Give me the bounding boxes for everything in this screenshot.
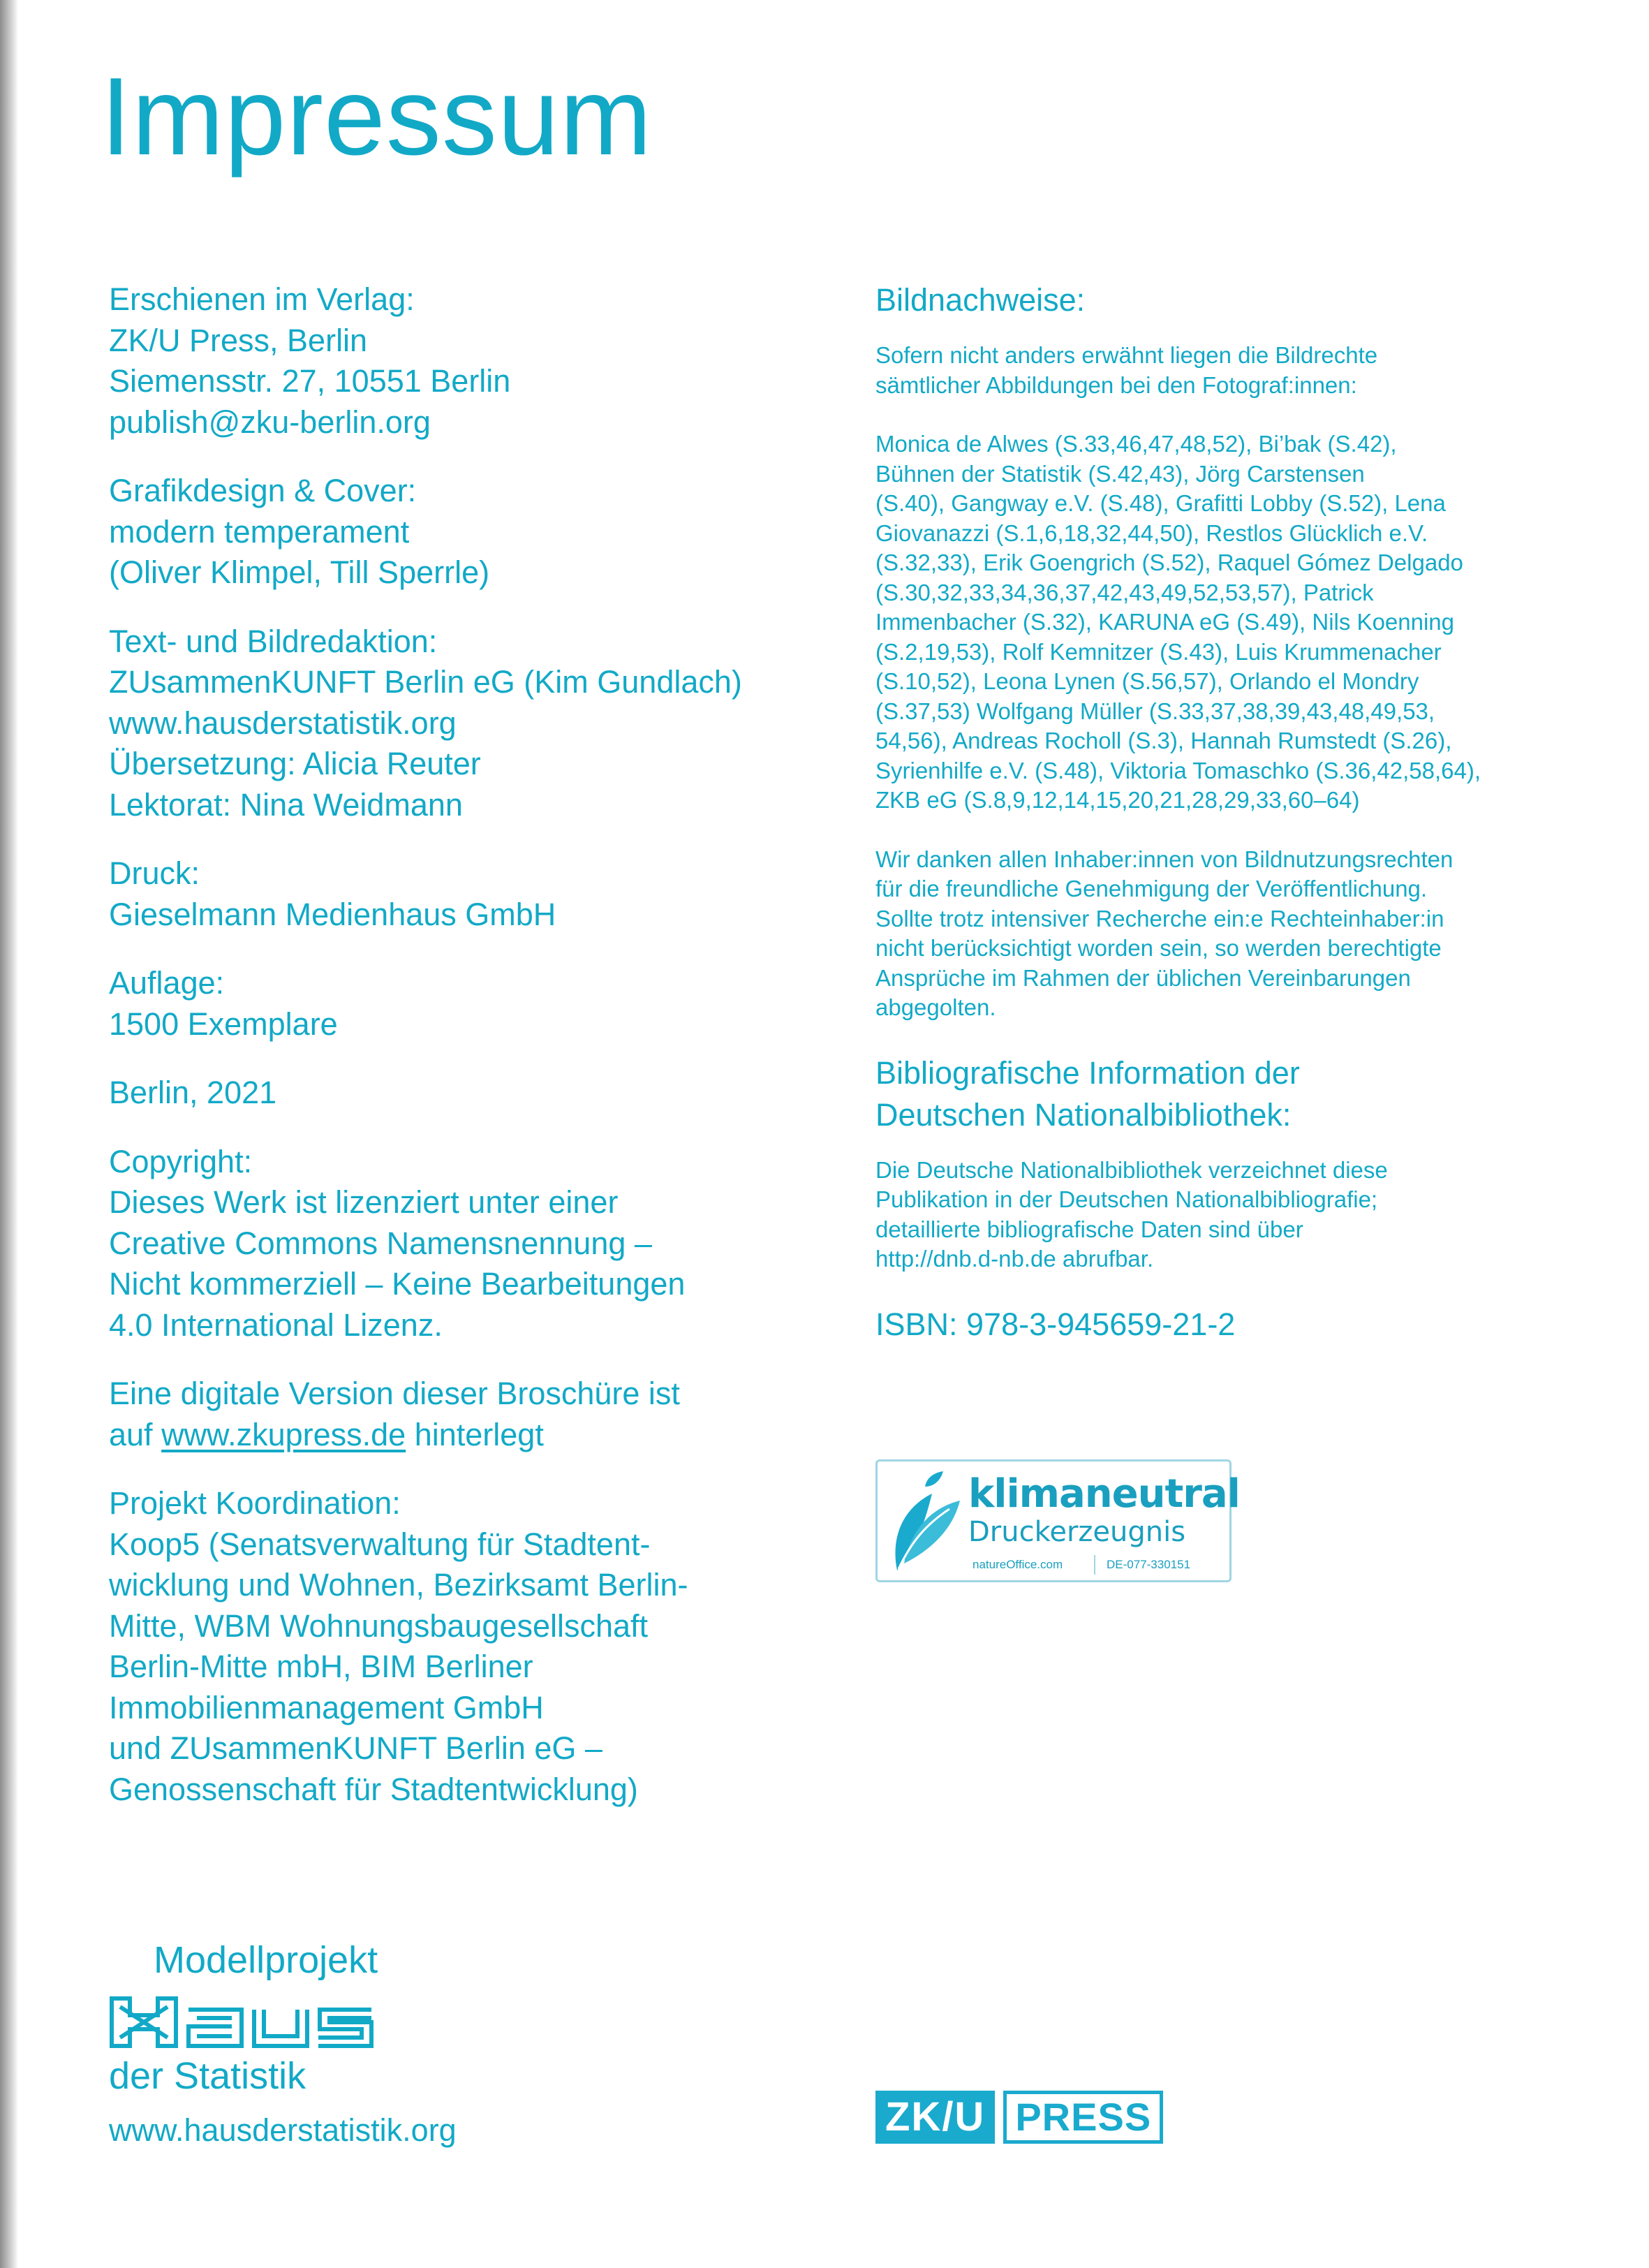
publisher-address: Siemensstr. 27, 10551 Berlin <box>109 363 511 399</box>
credit-line: Monica de Alwes (S.33,46,47,48,52), Bi’bak (S.42), <box>875 431 1397 457</box>
credit-line: (S.37,53) Wolfgang Müller (S.33,37,38,39,43,48,49,53, <box>875 698 1435 724</box>
grafik-block <box>109 471 849 594</box>
biblio-line: detaillierte bibliografische Daten sind über <box>875 1216 1303 1242</box>
verlag-block <box>109 279 849 443</box>
credit-line: Bühnen der Statistik (S.42,43), Jörg Carstensen <box>875 460 1365 487</box>
seal-title: klimaneutral <box>968 1471 1240 1517</box>
biblio-line: Die Deutsche Nationalbibliothek verzeichnet diese <box>875 1156 1388 1183</box>
press-mark: PRESS <box>1003 2091 1163 2144</box>
copyright-line-3: Nicht kommerziell – Keine Bearbeitungen <box>109 1266 686 1302</box>
biblio-url-line: http://dnb.d-nb.de abrufbar. <box>875 1246 1154 1272</box>
credit-line: Immenbacher (S.32), KARUNA eG (S.49), Nils Koenning <box>875 609 1455 635</box>
thanks-line: Sollte trotz intensiver Recherche ein:e Rechteinhaber:in <box>875 905 1444 932</box>
koordination-line-5: Immobilienmanagement GmbH <box>109 1689 544 1725</box>
auflage-block <box>109 963 849 1045</box>
seal-org: natureOffice.com <box>973 1558 1063 1571</box>
credit-line: Giovanazzi (S.1,6,18,32,44,50), Restlos Glücklich e.V. <box>875 520 1428 546</box>
zku-press-logo <box>875 2091 1163 2144</box>
bild-intro-line: Sofern nicht anders erwähnt liegen die Bildrechte <box>875 342 1378 368</box>
place-year: Berlin, 2021 <box>109 1075 277 1110</box>
credit-line: Syrienhilfe e.V. (S.48), Viktoria Tomaschko (S.36,42,58,64), <box>875 757 1481 783</box>
bildnachweise-thanks <box>875 845 1609 1023</box>
digital-line-1: Eine digitale Version dieser Broschüre ist <box>109 1376 680 1411</box>
logo-modellprojekt: Modellprojekt <box>154 1939 378 1981</box>
digital-line-2 <box>109 1415 849 1456</box>
thanks-line: abgegolten. <box>875 994 996 1020</box>
auflage-heading: Auflage: <box>109 965 225 1001</box>
zkupress-link[interactable]: www.zkupress.de <box>161 1416 406 1452</box>
digital-block <box>109 1374 849 1455</box>
credit-line: ZKB eG (S.8,9,12,14,15,20,21,28,29,33,60–64) <box>875 787 1360 813</box>
koordination-line-7: Genossenschaft für Stadtentwicklung) <box>109 1771 638 1807</box>
haus-wordmark <box>109 1994 416 2050</box>
verlag-heading: Erschienen im Verlag: <box>109 281 415 317</box>
koordination-line-2: wicklung und Wohnen, Bezirksamt Berlin- <box>109 1567 688 1603</box>
koordination-line-3: Mitte, WBM Wohnungsbaugesellschaft <box>109 1607 649 1644</box>
right-column <box>875 279 1609 1410</box>
druck-block <box>109 853 849 935</box>
koordination-line-1: Koop5 (Senatsverwaltung für Stadtent- <box>109 1526 651 1562</box>
translation-credit: Übersetzung: Alicia Reuter <box>109 746 481 781</box>
koordination-heading: Projekt Koordination: <box>109 1485 401 1521</box>
redaktion-url[interactable]: www.hausderstatistik.org <box>109 705 457 741</box>
copyright-line-1: Dieses Werk ist lizenziert unter einer <box>109 1184 619 1220</box>
credit-line: (S.40), Gangway e.V. (S.48), Grafitti Lobby (S.52), Lena <box>875 490 1446 516</box>
bildnachweise-intro <box>875 341 1609 400</box>
digital-prefix: auf <box>109 1416 162 1452</box>
leaf-icon <box>883 1466 967 1577</box>
hausderstatistik-url[interactable]: www.hausderstatistik.org <box>109 2112 457 2148</box>
logo-der-statistik: der Statistik <box>109 2055 306 2097</box>
copyright-block <box>109 1142 849 1346</box>
credit-line: (S.30,32,33,34,36,37,42,43,49,52,53,57), Patrick <box>875 579 1374 605</box>
biblio-line: Publikation in der Deutschen Nationalbibliografie; <box>875 1186 1378 1212</box>
thanks-line: nicht berücksichtigt worden sein, so werden berechtigte <box>875 935 1442 961</box>
thanks-line: für die freundliche Genehmigung der Veröffentlichung. <box>875 876 1428 901</box>
koordination-line-6: und ZUsammenKUNFT Berlin eG – <box>109 1730 602 1766</box>
grafik-heading: Grafikdesign & Cover: <box>109 473 417 508</box>
copyright-line-4: 4.0 International Lizenz. <box>109 1306 443 1343</box>
page-edge-shadow <box>0 0 18 2268</box>
biblio-heading-line: Deutschen Nationalbibliothek: <box>875 1096 1292 1133</box>
place-year-block <box>109 1073 849 1114</box>
biblio-heading-line: Bibliografische Information der <box>875 1054 1300 1091</box>
biblio-text <box>875 1156 1609 1274</box>
klimaneutral-seal <box>875 1459 1240 1582</box>
seal-id: DE-077-330151 <box>1107 1558 1191 1571</box>
page-title: Impressum <box>101 55 653 178</box>
isbn: ISBN: 978-3-945659-21-2 <box>875 1306 1236 1342</box>
bildnachweise-heading: Bildnachweise: <box>875 282 1086 318</box>
auflage-count: 1500 Exemplare <box>109 1006 338 1042</box>
druck-company: Gieselmann Medienhaus GmbH <box>109 896 556 932</box>
thanks-line: Wir danken allen Inhaber:innen von Bildnutzungsrechten <box>875 846 1454 872</box>
seal-separator <box>1094 1555 1095 1575</box>
grafik-studio: modern temperament <box>109 513 410 550</box>
editing-credit: Lektorat: Nina Weidmann <box>109 786 463 823</box>
left-column <box>109 279 849 1838</box>
copyright-heading: Copyright: <box>109 1143 253 1179</box>
credit-line: (S.2,19,53), Rolf Kemnitzer (S.43), Luis Krummenacher <box>875 638 1442 665</box>
redaktion-heading: Text- und Bildredaktion: <box>109 623 438 659</box>
redaktion-block <box>109 621 849 826</box>
redaktion-org: ZUsammenKUNFT Berlin eG (Kim Gundlach) <box>109 664 742 700</box>
credit-line: (S.32,33), Erik Goengrich (S.52), Raquel Gómez Delgado <box>875 550 1463 575</box>
bildnachweise-credits <box>875 429 1609 816</box>
druck-heading: Druck: <box>109 855 200 891</box>
publisher-name: ZK/U Press, Berlin <box>109 322 368 358</box>
zku-mark: ZK/U <box>875 2091 995 2144</box>
grafik-names: (Oliver Klimpel, Till Sperrle) <box>109 554 490 590</box>
publisher-email[interactable]: publish@zku-berlin.org <box>109 404 431 440</box>
bild-intro-line: sämtlicher Abbildungen bei den Fotograf:innen: <box>875 371 1357 398</box>
credit-line: (S.10,52), Leona Lynen (S.56,57), Orlando el Mondry <box>875 668 1419 694</box>
copyright-line-2: Creative Commons Namensnennung – <box>109 1225 652 1261</box>
digital-suffix: hinterlegt <box>406 1416 544 1452</box>
thanks-line: Ansprüche im Rahmen der üblichen Vereinbarungen <box>875 964 1411 991</box>
koordination-block <box>109 1483 849 1810</box>
biblio-heading <box>875 1052 1609 1136</box>
seal-subtitle: Druckerzeugnis <box>968 1516 1186 1548</box>
credit-line: 54,56), Andreas Rocholl (S.3), Hannah Rumstedt (S.26), <box>875 728 1452 753</box>
koordination-line-4: Berlin-Mitte mbH, BIM Berliner <box>109 1649 533 1684</box>
